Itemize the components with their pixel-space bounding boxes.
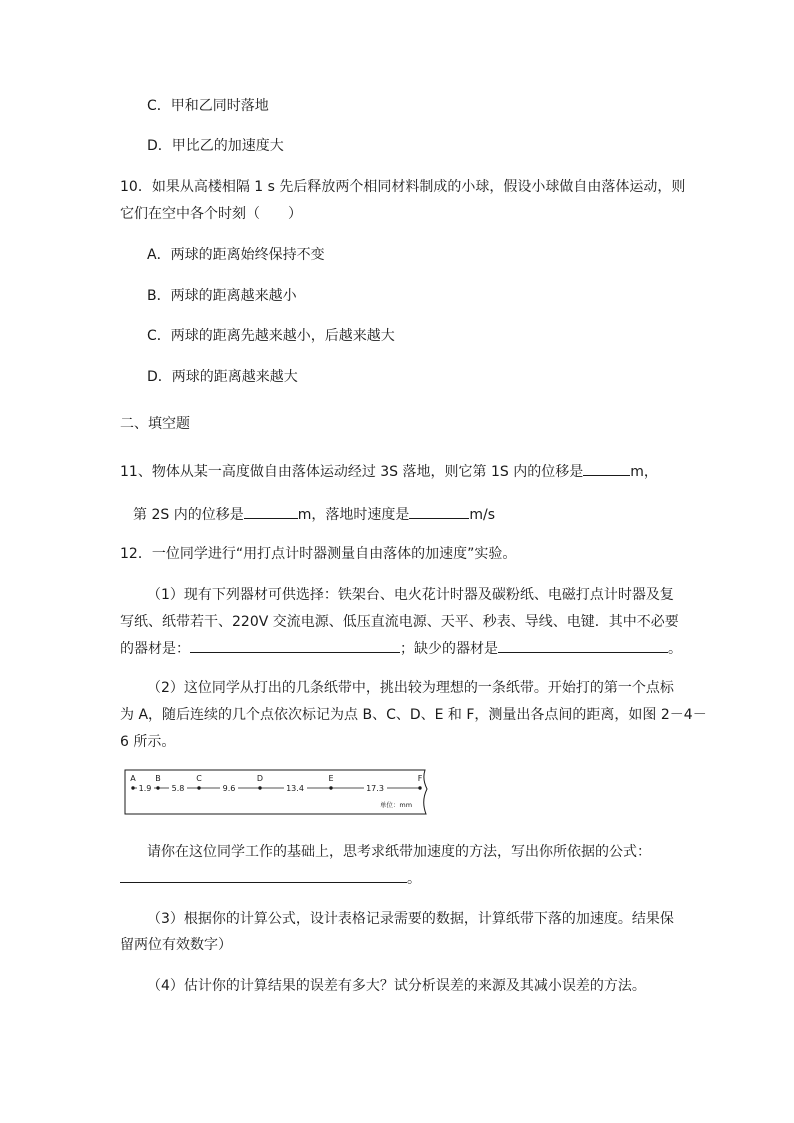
q12-p2b-end: 。: [407, 871, 421, 887]
point-label-e: E: [328, 774, 334, 783]
q10-stem-line2: 它们在空中各个时刻（ ）: [120, 206, 302, 222]
q9-option-c: C．甲和乙同时落地: [147, 98, 269, 114]
q11-blank-2[interactable]: [244, 504, 298, 519]
distance-bc: 5.8: [171, 784, 185, 793]
q12-p4-line1: （4）估计你的计算结果的误差有多大？试分析误差的来源及其减小误差的方法。: [147, 978, 646, 994]
q12-p2-line3: 6 所示。: [120, 734, 176, 750]
q10-option-a: A．两球的距离始终保持不变: [147, 247, 325, 263]
q11-unit3: m/s: [469, 507, 495, 523]
q11-part1: 11、物体从某一高度做自由落体运动经过 3S 落地，则它第 1S 内的位移是: [120, 464, 584, 480]
section-title: 二、填空题: [120, 416, 190, 432]
q12-p2-line2: 为 A，随后连续的几个点依次标记为点 B、C、D、E 和 F，测量出各点间的距离，如图 2－4－: [120, 707, 707, 723]
q11-blank-3[interactable]: [409, 504, 469, 519]
q12-blank-missing[interactable]: [498, 638, 668, 653]
q9-option-d: D．甲比乙的加速度大: [147, 138, 284, 154]
q11-blank-1[interactable]: [583, 461, 630, 476]
q11-line2: [133, 504, 495, 525]
q12-p1-line3b: ；缺少的器材是: [400, 641, 498, 657]
q10-option-d: D．两球的距离越来越大: [147, 369, 298, 385]
unit-label: 单位：mm: [379, 801, 413, 809]
q10-stem-line1: 10．如果从高楼相隔 1 s 先后释放两个相同材料制成的小球，假设小球做自由落体运动，则: [120, 179, 686, 195]
point-label-b: B: [155, 774, 161, 783]
q12-p1-line2: 写纸、纸带若干、220V 交流电源、低压直流电源、天平、秒表、导线、电键．其中不必要: [120, 614, 679, 630]
q12-p1-line1: （1）现有下列器材可供选择：铁架台、电火花计时器及碳粉纸、电磁打点计时器及复: [147, 587, 674, 603]
q12-p3-line2: 留两位有效数字）: [120, 937, 232, 953]
distance-cd: 9.6: [222, 784, 236, 793]
distance-de: 13.4: [286, 784, 304, 793]
point-label-c: C: [196, 774, 202, 783]
q12-blank-formula[interactable]: [120, 868, 407, 883]
q10-option-b: B．两球的距离越来越小: [147, 288, 297, 304]
q12-p1-line3: [120, 638, 682, 659]
distance-ab: 1.9: [138, 784, 152, 793]
point-label-a: A: [130, 774, 136, 783]
point-dot-a: [131, 786, 134, 789]
point-dot-b: [156, 786, 159, 789]
point-dot-c: [197, 786, 200, 789]
q10-option-c: C．两球的距离先越来越小，后越来越大: [147, 328, 395, 344]
q12-p2b-line1: 请你在这位同学工作的基础上，思考求纸带加速度的方法，写出你所依据的公式：: [147, 844, 651, 860]
distance-ef: 17.3: [366, 784, 384, 793]
point-label-f: F: [417, 774, 423, 783]
q11-line1: [120, 461, 658, 482]
q12-p2b-line2: [120, 868, 421, 889]
q12-p2-line1: （2）这位同学从打出的几条纸带中，挑出较为理想的一条纸带。开始打的第一个点标: [147, 680, 674, 696]
q12-p3-line1: （3）根据你的计算公式，设计表格记录需要的数据，计算纸带下落的加速度。结果保: [147, 911, 674, 927]
q12-p1-line3c: 。: [668, 641, 682, 657]
q11-unit1: m，: [630, 464, 658, 480]
q12-stem: 12．一位同学进行“用打点计时器测量自由落体的加速度”实验。: [120, 546, 517, 562]
q12-blank-unnecessary[interactable]: [190, 638, 400, 653]
ticker-tape-figure: [124, 769, 430, 815]
point-dot-d: [258, 786, 261, 789]
q11-unit2: m，落地时速度是: [297, 507, 410, 523]
point-dot-e: [329, 786, 332, 789]
q11-part2: 第 2S 内的位移是: [133, 507, 244, 523]
point-dot-f: [418, 786, 421, 789]
q12-p1-line3a: 的器材是：: [120, 641, 190, 657]
point-label-d: D: [256, 774, 264, 783]
